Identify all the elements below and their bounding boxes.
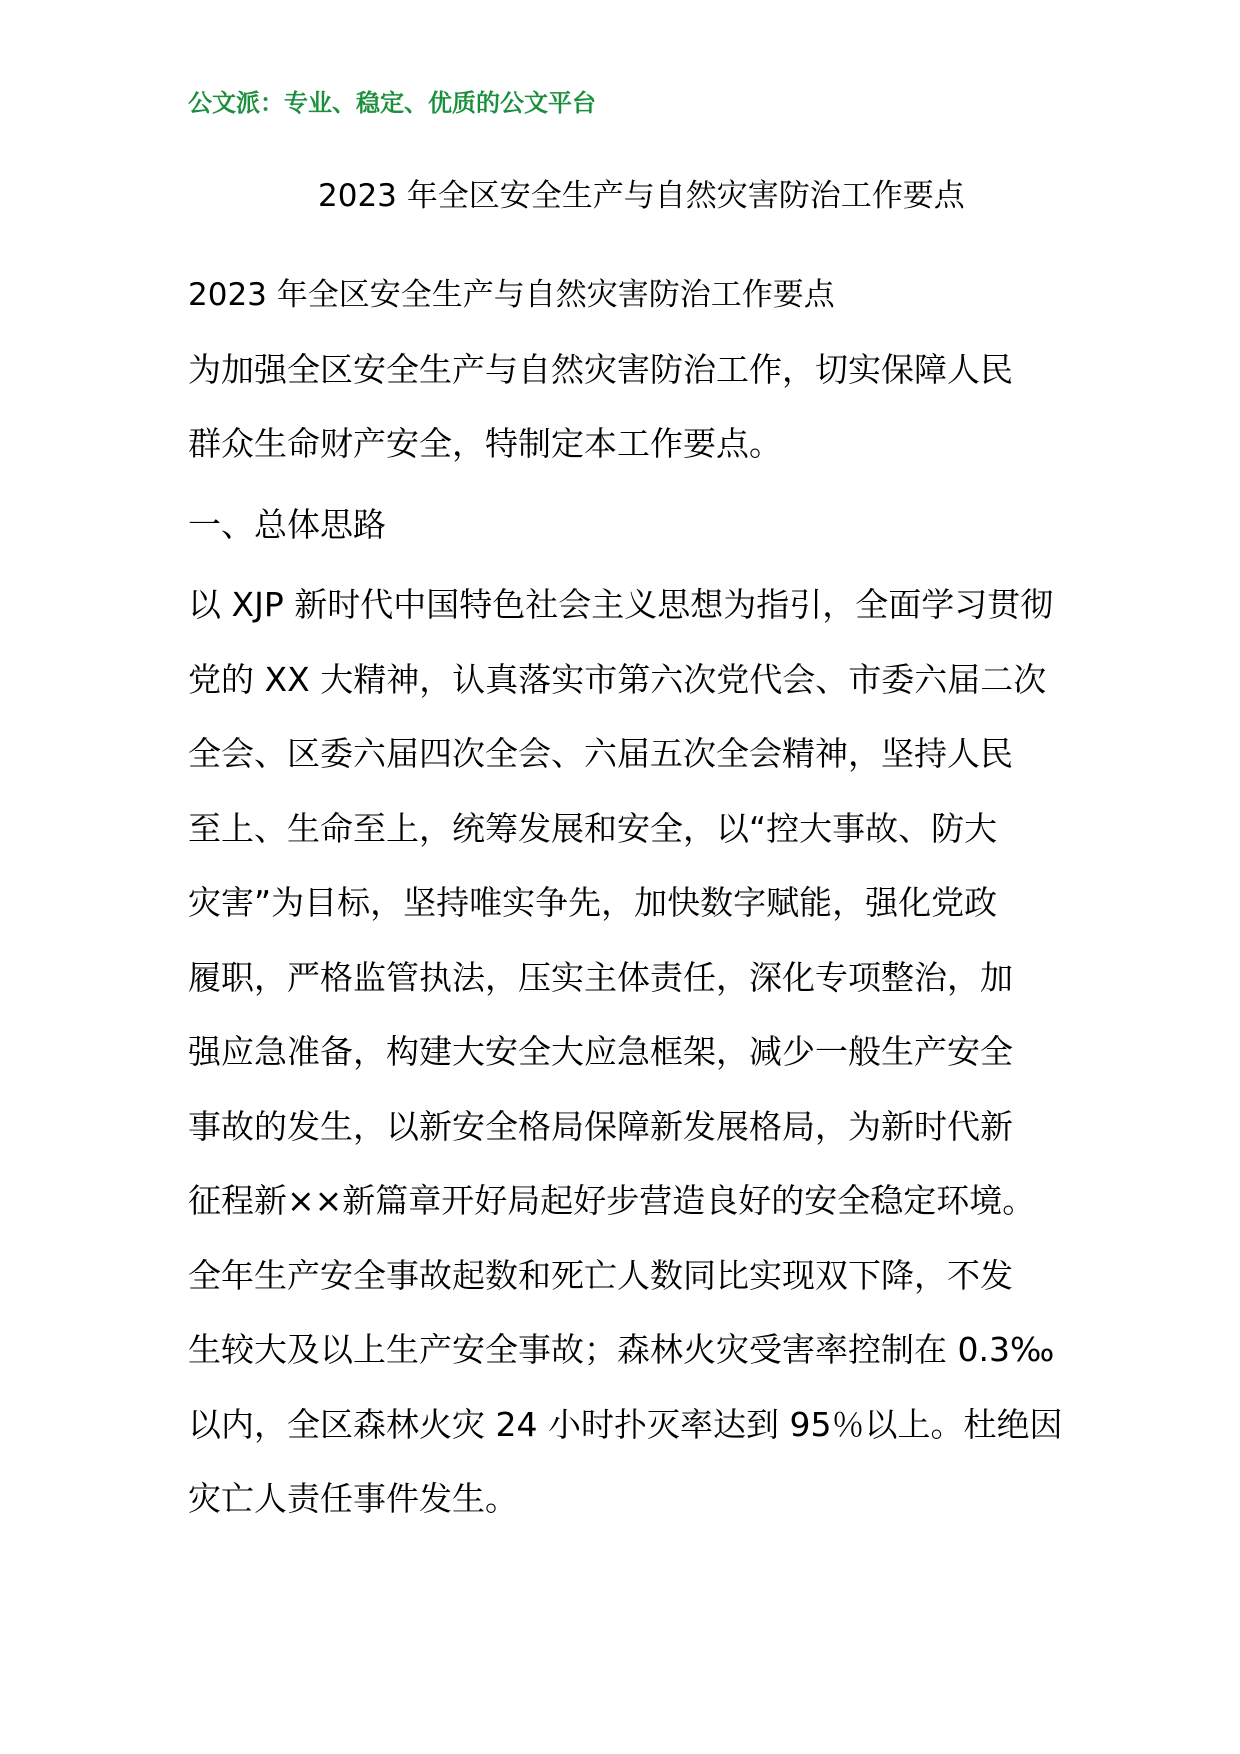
paragraph-line: 事故的发生，以新安全格局保障新发展格局，为新时代新 [188, 1106, 1013, 1146]
paragraph-line: 履职，严格监管执法，压实主体责任，深化专项整治，加 [188, 957, 1013, 997]
paragraph-line: 全会、区委六届四次全会、六届五次全会精神，坚持人民 [188, 734, 1013, 773]
intro-line: 群众生命财产安全，特制定本工作要点。 [188, 424, 782, 463]
paragraph-line: 至上、生命至上，统筹发展和安全，以“控大事故、防大 [188, 808, 998, 848]
paragraph-line: 全年生产安全事故起数和死亡人数同比实现双下降，不发 [188, 1255, 1013, 1295]
section-heading: 一、总体思路 [188, 504, 386, 544]
document-body [188, 258, 1063, 1537]
paragraph-line: 以内，全区森林火灾 24 小时扑灭率达到 95％以上。杜绝因 [188, 1404, 1063, 1444]
paragraph-line: 生较大及以上生产安全事故；森林火灾受害率控制在 0.3‰ [188, 1330, 1055, 1369]
paragraph-line: 强应急准备，构建大安全大应急框架，减少一般生产安全 [188, 1032, 1013, 1071]
document-title: 2023 年全区安全生产与自然灾害防治工作要点 [318, 178, 965, 214]
paragraph-line: 灾害”为目标，坚持唯实争先，加快数字赋能，强化党政 [188, 883, 998, 922]
intro-line: 为加强全区安全生产与自然灾害防治工作，切实保障人民 [188, 349, 1013, 389]
paragraph-line: 以 XJP 新时代中国特色社会主义思想为指引，全面学习贯彻 [188, 585, 1054, 624]
document-subtitle: 2023 年全区安全生产与自然灾害防治工作要点 [188, 277, 835, 313]
brand-header: 公文派：专业、稳定、优质的公文平台 [188, 88, 596, 117]
paragraph-line: 征程新××新篇章开好局起好步营造良好的安全稳定环境。 [188, 1181, 1036, 1220]
paragraph-line: 灾亡人责任事件发生。 [188, 1479, 518, 1518]
paragraph-line: 党的 XX 大精神，认真落实市第六次党代会、市委六届二次 [188, 659, 1047, 699]
